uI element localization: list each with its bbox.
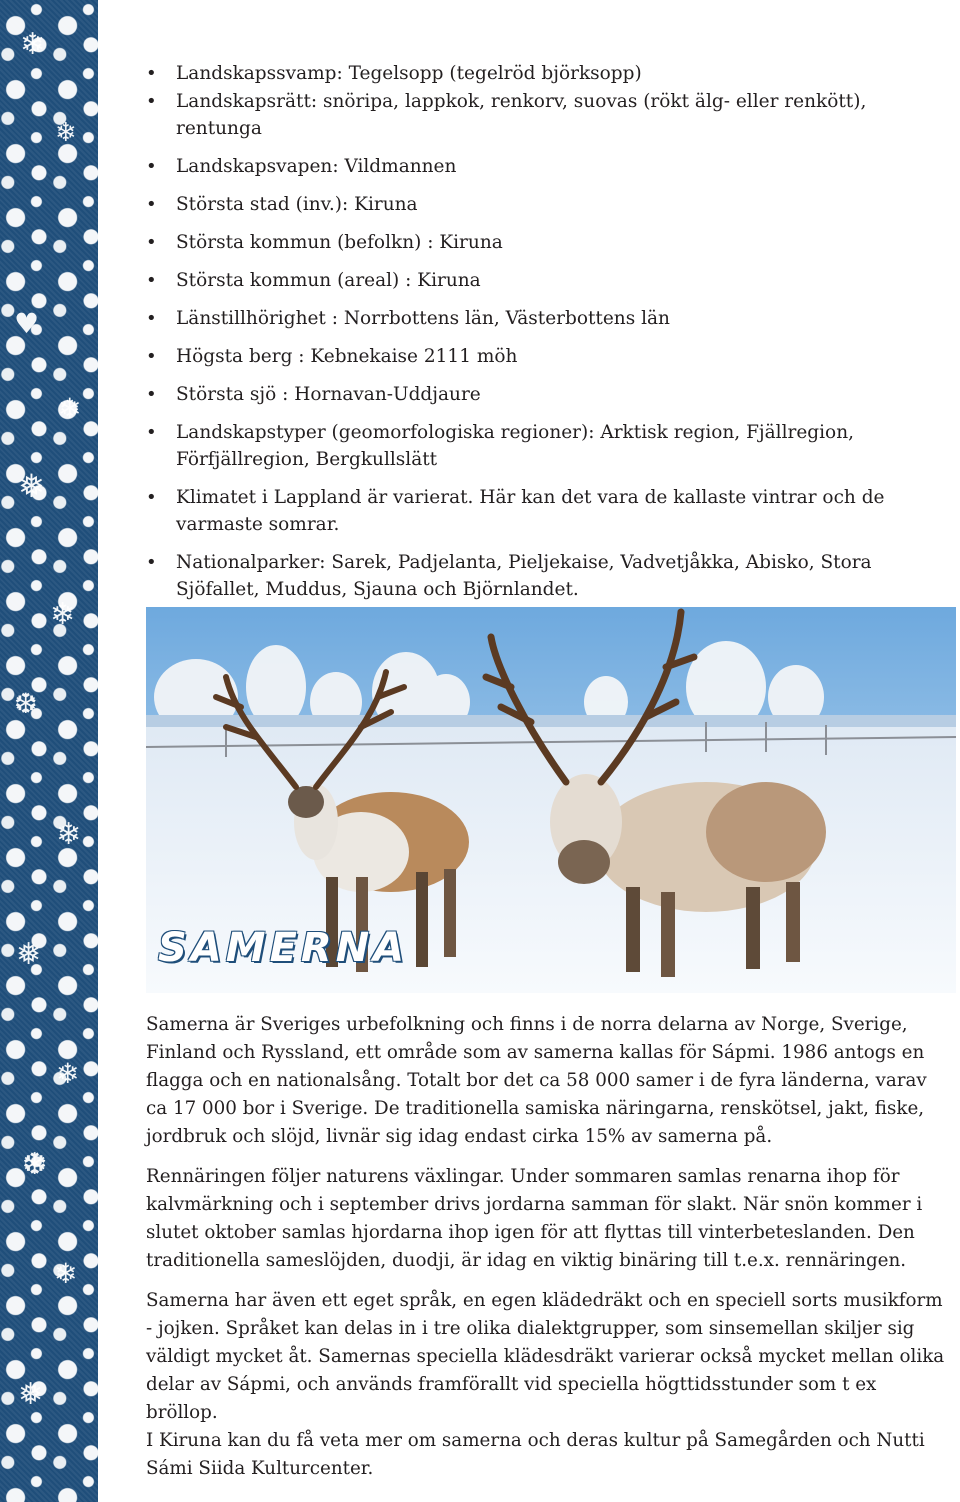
snowflake-icon: ❄ [56,1057,80,1090]
snowflake-icon: ❅ [18,467,45,505]
snowflake-icon: ❅ [18,1377,44,1412]
list-item: • Största sjö : Hornavan-Uddjaure [146,381,946,408]
paragraph: Samerna har även ett eget språk, en egen klädedräkt och en speciell sorts musikform - jojken. Språket kan delas in i tre olika dialektgrupper, som sinsemellan skiljer sig väldigt mycket åt. Samernas speciella klädesdräkt varierar också mycket mellan olika delar av Sápmi, och används framförallt vid speciella högttidsstunder som t ex bröllop. [146,1290,945,1423]
snowflake-icon: ❄ [20,27,46,62]
decorative-pattern-strip [0,0,104,1502]
snowflake-icon: ❅ [16,937,42,972]
list-item: • Högsta berg : Kebnekaise 2111 möh [146,343,946,370]
list-item: • Största kommun (areal) : Kiruna [146,267,946,294]
section-title: SAMERNA [158,925,409,971]
list-item: • Landskapstyper (geomorfologiska regioner): Arktisk region, Fjällregion, Förfjällregion, Bergkullslätt [146,419,946,473]
heart-icon: ♥ [14,307,40,340]
list-item: • Klimatet i Lappland är varierat. Här kan det vara de kallaste vintrar och de varmaste somrar. [146,484,946,538]
list-item: • Största stad (inv.): Kiruna [146,191,946,218]
snowflake-icon: ❄ [54,1257,78,1290]
snowflake-icon: ❆ [22,1147,48,1182]
snowflake-icon: ❄ [56,817,82,852]
list-item: • Nationalparker: Sarek, Padjelanta, Pieljekaise, Vadvetjåkka, Abisko, Stora Sjöfallet, Muddus, Sjauna och Björnlandet. [146,549,946,603]
list-item: • Länstillhörighet : Norrbottens län, Västerbottens län [146,305,946,332]
list-item: • Landskapssvamp: Tegelsopp (tegelröd björksopp) [146,60,946,87]
strip-edge [98,0,104,1502]
paragraph: Rennäringen följer naturens växlingar. Under sommaren samlas renarna ihop för kalvmärkning och i september drivs jordarna samman för slakt. När snön kommer i slutet oktober samlas hjordarna ihop igen för att flyttas till vinterbeteslanden. Den traditionella sameslöjden, duodji, är idag en viktig binäring till t.e.x. rennäringen. [146,1166,923,1271]
paragraph: Samerna är Sveriges urbefolkning och finns i de norra delarna av Norge, Sverige, Finland och Ryssland, ett område som av samerna kallas för Sápmi. 1986 antogs en flagga och en nationalsång. Totalt bor det ca 58 000 samer i de fyra länderna, varav ca 17 000 bor i Sverige. De traditionella samiska näringarna, renskötsel, jakt, fiske, jordbruk och slöjd, livnär sig idag endast cirka 15% av samerna på. [146,1014,927,1147]
snowflake-icon: ❆ [14,687,38,720]
list-item: • Största kommun (befolkn) : Kiruna [146,229,946,256]
facts-list [146,60,946,614]
snowflake-icon: ❄ [55,118,77,148]
snowflake-icon: ❄ [58,392,82,425]
list-item: • Landskapsrätt: snöripa, lappkok, renkorv, suovas (rökt älg- eller renkött), rentunga [146,88,946,142]
paragraph: I Kiruna kan du få veta mer om samerna och deras kultur på Samegården och Nutti Sámi Siida Kulturcenter. [146,1430,925,1479]
list-item: • Landskapsvapen: Vildmannen [146,153,946,180]
article-body [146,1011,946,1495]
snowflake-icon: ❄ [50,597,76,632]
